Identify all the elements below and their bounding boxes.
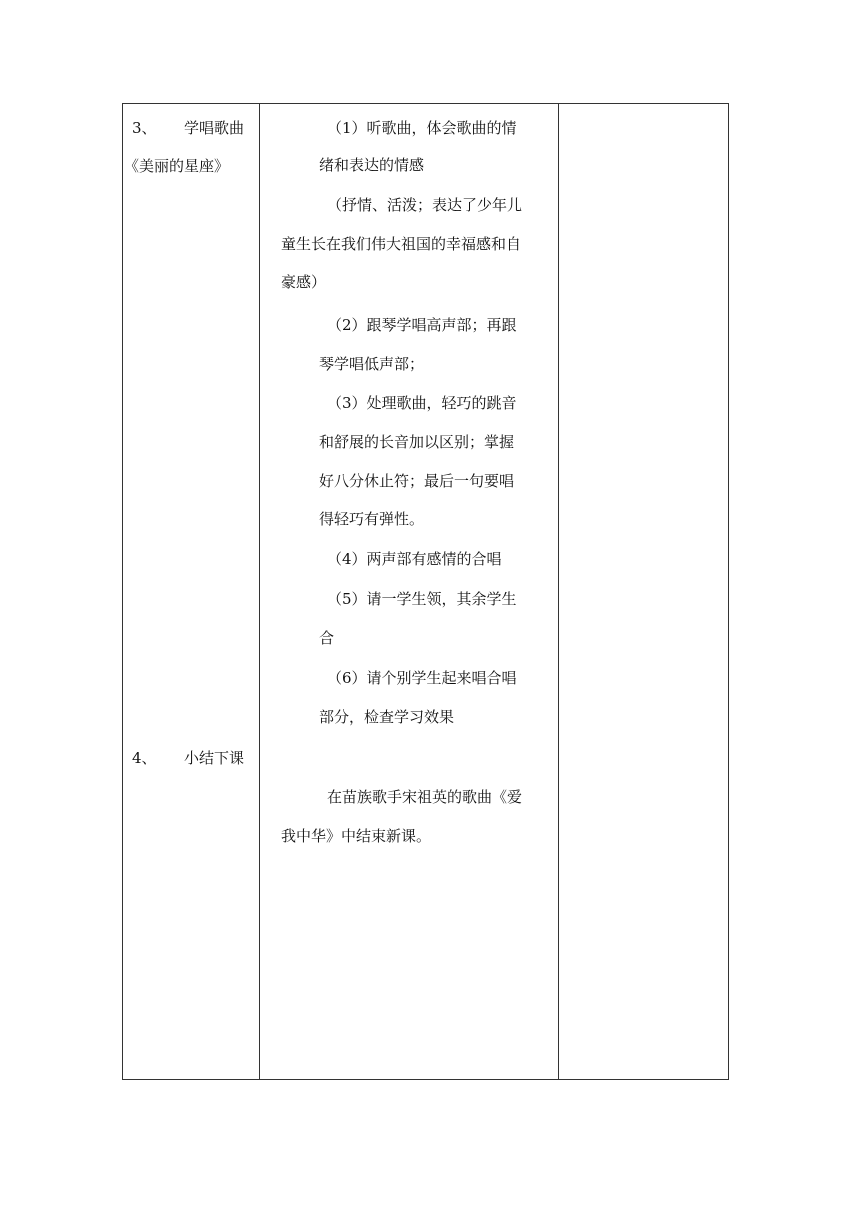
step-4-title: 小结下课 <box>184 749 245 767</box>
notes-cell <box>559 104 729 1080</box>
activity-line: （5）请一学生领，其余学生 <box>327 590 517 608</box>
activity-line: 童生长在我们伟大祖国的幸福感和自 <box>281 235 522 253</box>
activity-line: 和舒展的长音加以区别；掌握 <box>319 433 515 451</box>
activity-line: （3）处理歌曲，轻巧的跳音 <box>327 394 517 412</box>
activity-line: （2）跟琴学唱高声部；再跟 <box>327 316 517 334</box>
activity-line: 合 <box>319 629 335 647</box>
activity-line: 豪感） <box>281 273 327 291</box>
activity-line: 在苗族歌手宋祖英的歌曲《爱 <box>327 788 523 806</box>
activity-line: 琴学唱低声部； <box>319 355 425 373</box>
lesson-plan-table <box>122 103 729 1080</box>
activity-line: （6）请个别学生起来唱合唱 <box>327 669 517 687</box>
step-3-title: 学唱歌曲 <box>184 119 245 137</box>
table-row <box>123 104 729 1080</box>
activities-cell <box>260 104 559 1080</box>
activity-line: 部分，检查学习效果 <box>319 708 455 726</box>
step-3-number: 3、 <box>132 119 157 137</box>
activity-line: （1）听歌曲，体会歌曲的情 <box>327 119 517 137</box>
step-3-song-title: 《美丽的星座》 <box>124 157 230 175</box>
activity-line: 得轻巧有弹性。 <box>319 510 425 528</box>
activity-line: 我中华》中结束新课。 <box>281 827 432 845</box>
step-4-number: 4、 <box>132 749 157 767</box>
activity-line: （抒情、活泼；表达了少年儿 <box>327 196 523 214</box>
activity-line: 好八分休止符；最后一句要唱 <box>319 472 515 490</box>
activity-line: （4）两声部有感情的合唱 <box>327 550 502 568</box>
activity-line: 绪和表达的情感 <box>319 156 425 174</box>
steps-cell <box>123 104 260 1080</box>
